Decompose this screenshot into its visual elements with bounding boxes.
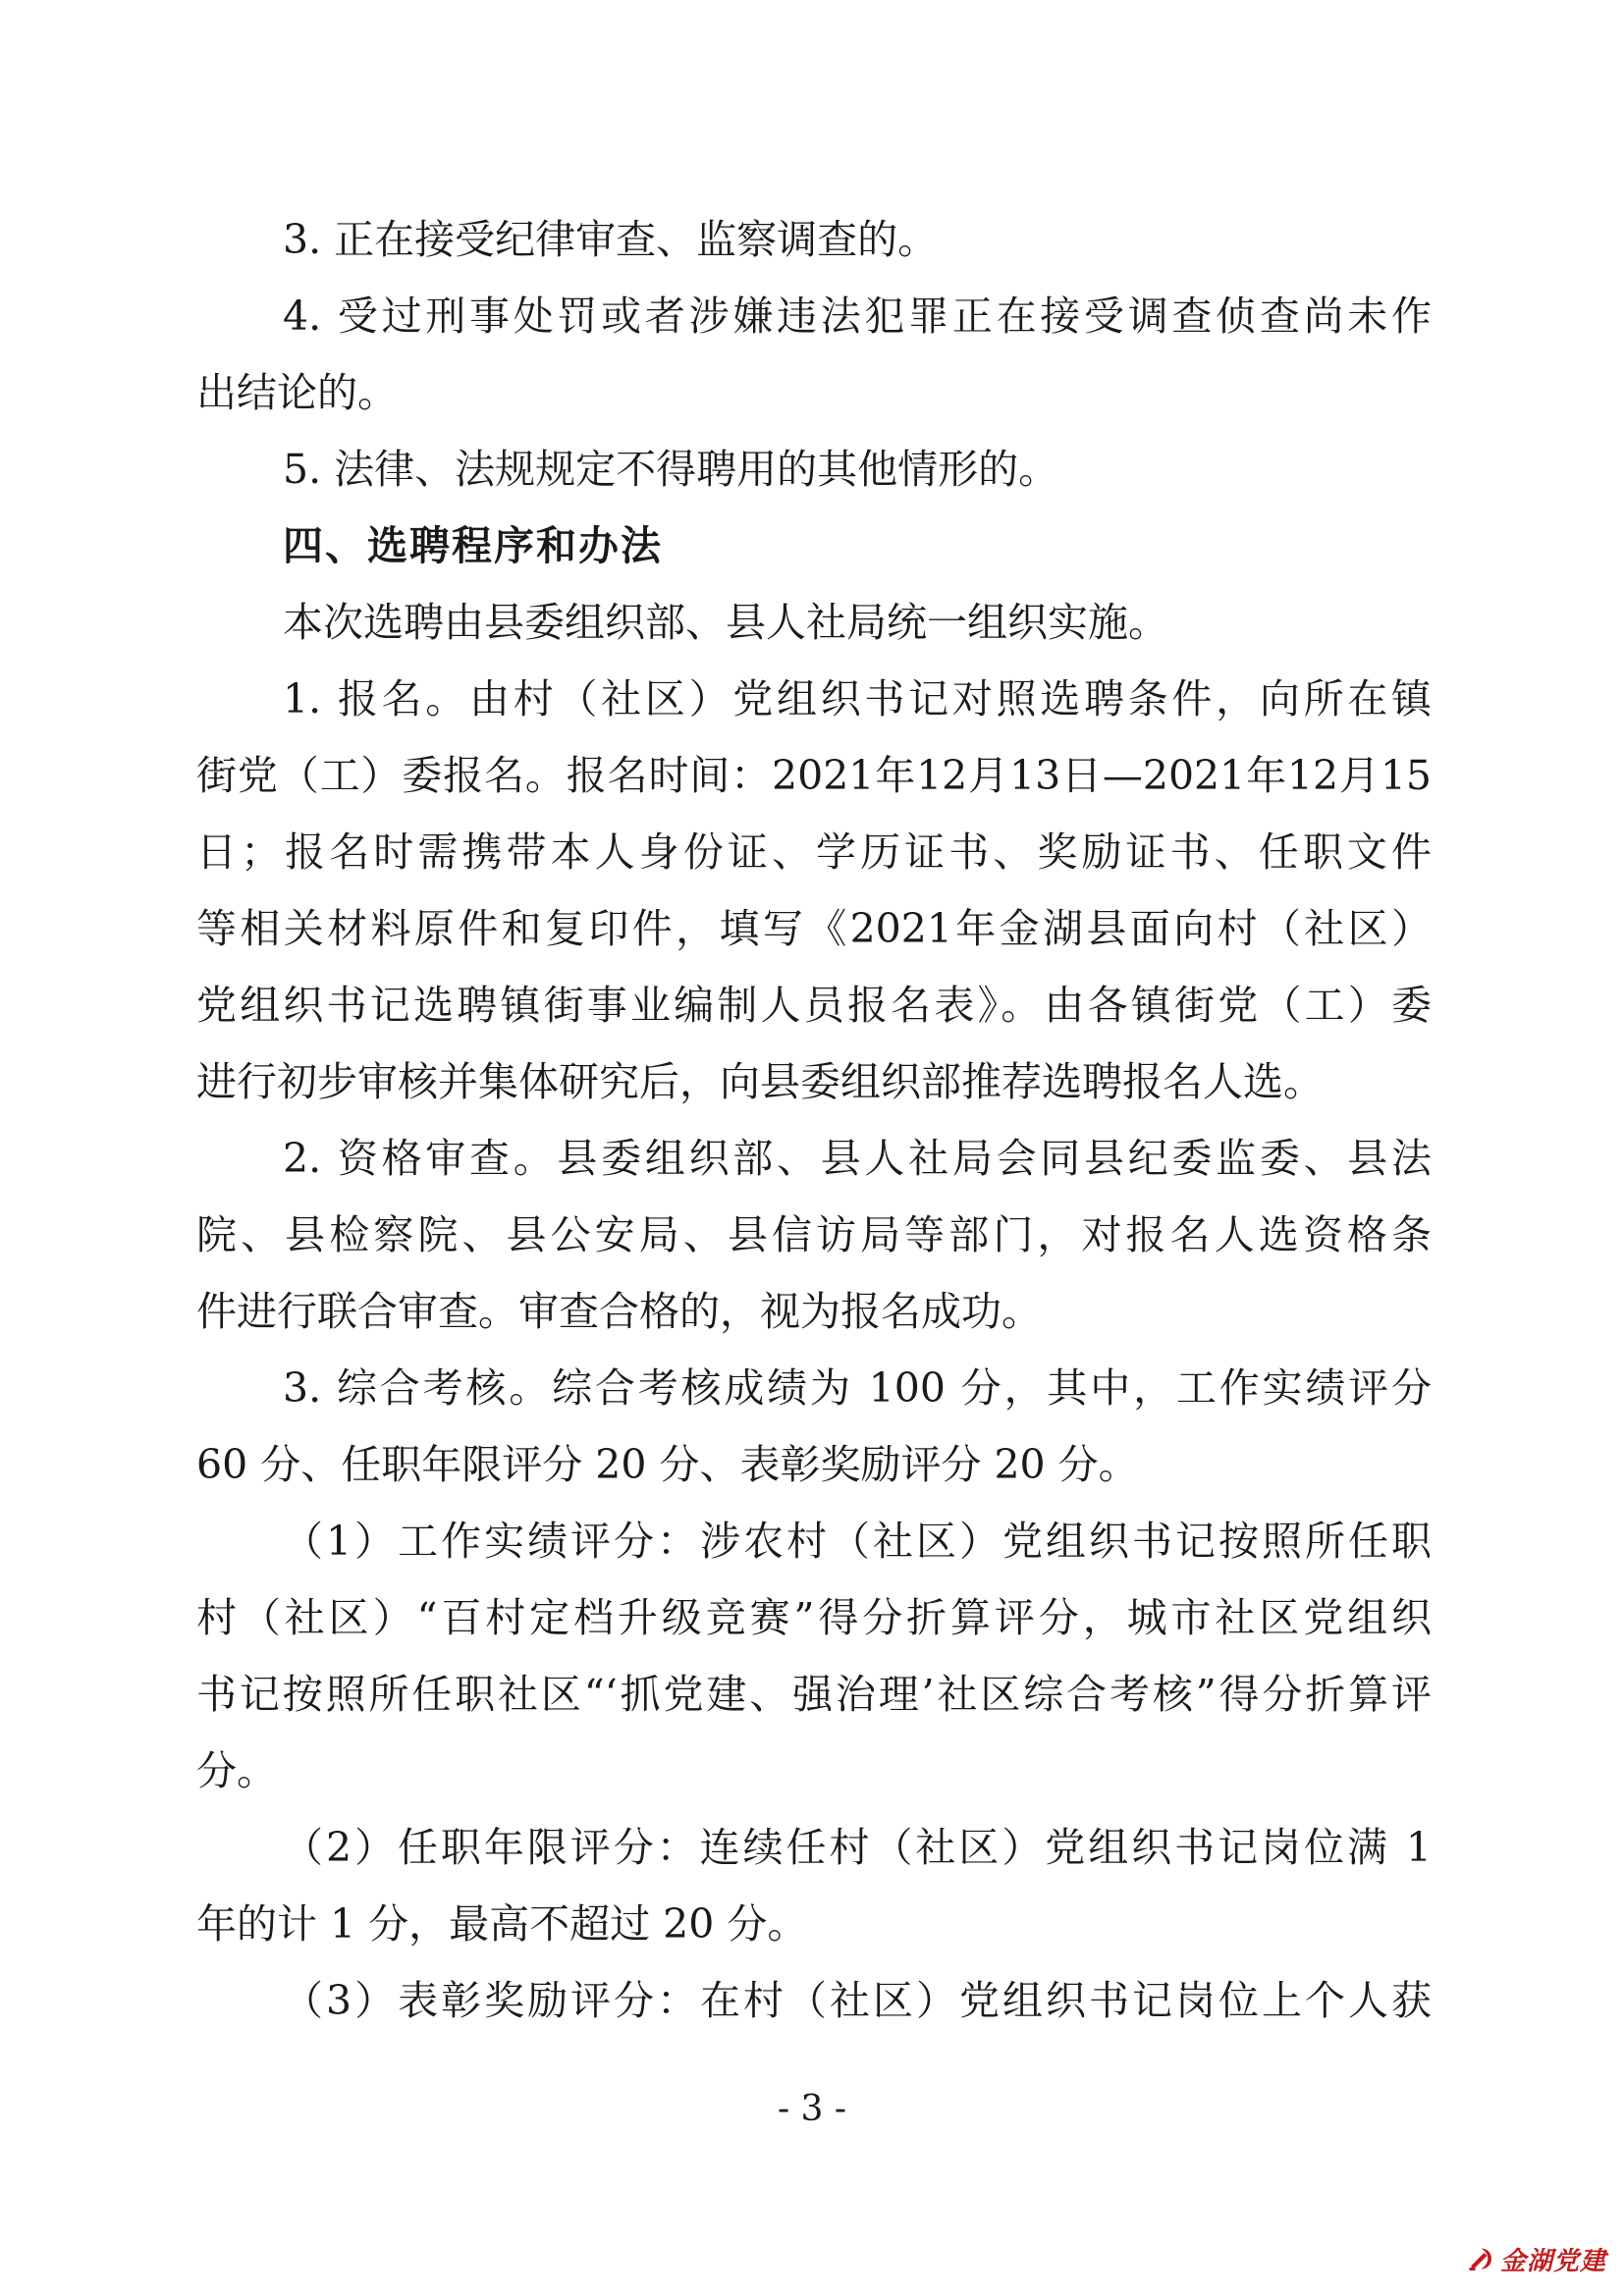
paragraph-line: 3. 正在接受纪律审查、监察调查的。 <box>283 216 939 263</box>
paragraph-line: 党组织书记选聘镇街事业编制人员报名表》。由各镇街党（工）委 <box>196 982 1432 1029</box>
watermark-text: 金湖党建 <box>1499 2246 1606 2276</box>
paragraph-line: 街党（工）委报名。报名时间：2021年12月13日—2021年12月15 <box>196 752 1432 799</box>
paragraph-line: 件进行联合审查。审查合格的，视为报名成功。 <box>196 1288 1042 1335</box>
paragraph-line: 出结论的。 <box>196 369 398 416</box>
paragraph-line: 5. 法律、法规规定不得聘用的其他情形的。 <box>283 446 1059 493</box>
paragraph-line: 本次选聘由县委组织部、县人社局统一组织实施。 <box>283 599 1168 646</box>
watermark <box>1465 2235 1606 2282</box>
paragraph-line: （2）任职年限评分：连续任村（社区）党组织书记岗位满 1 <box>283 1824 1432 1871</box>
paragraph-line: 分。 <box>196 1747 277 1794</box>
paragraph-line: 2. 资格审查。县委组织部、县人社局会同县纪委监委、县法 <box>283 1135 1432 1182</box>
paragraph-line: 4. 受过刑事处罚或者涉嫌违法犯罪正在接受调查侦查尚未作 <box>283 293 1432 340</box>
paragraph-line: 村（社区）“百村定档升级竞赛”得分折算评分，城市社区党组织 <box>196 1594 1432 1641</box>
paragraph-line: （1）工作实绩评分：涉农村（社区）党组织书记按照所任职 <box>283 1518 1432 1565</box>
paragraph-line: （3）表彰奖励评分：在村（社区）党组织书记岗位上个人获 <box>283 1977 1432 2024</box>
paragraph-line: 日；报名时需携带本人身份证、学历证书、奖励证书、任职文件 <box>196 828 1432 876</box>
document-body <box>196 201 1432 2039</box>
paragraph-line: 3. 综合考核。综合考核成绩为 100 分，其中，工作实绩评分 <box>283 1364 1432 1412</box>
paragraph-line: 60 分、任职年限评分 20 分、表彰奖励评分 20 分。 <box>196 1441 1139 1488</box>
page-number: - 3 - <box>777 2089 847 2129</box>
paragraph-line: 等相关材料原件和复印件，填写《2021年金湖县面向村（社区） <box>196 905 1432 952</box>
paragraph-line: 年的计 1 分，最高不超过 20 分。 <box>196 1900 808 1948</box>
paragraph-line: 院、县检察院、县公安局、县信访局等部门，对报名人选资格条 <box>196 1211 1432 1258</box>
paragraph-line: 1. 报名。由村（社区）党组织书记对照选聘条件，向所在镇 <box>283 675 1432 722</box>
party-emblem-icon <box>1465 2244 1494 2273</box>
section-heading: 四、选聘程序和办法 <box>283 522 663 569</box>
paragraph-line: 书记按照所任职社区“‘抓党建、强治理’社区综合考核”得分折算评 <box>196 1671 1432 1718</box>
paragraph-line: 进行初步审核并集体研究后，向县委组织部推荐选聘报名人选。 <box>196 1058 1324 1105</box>
